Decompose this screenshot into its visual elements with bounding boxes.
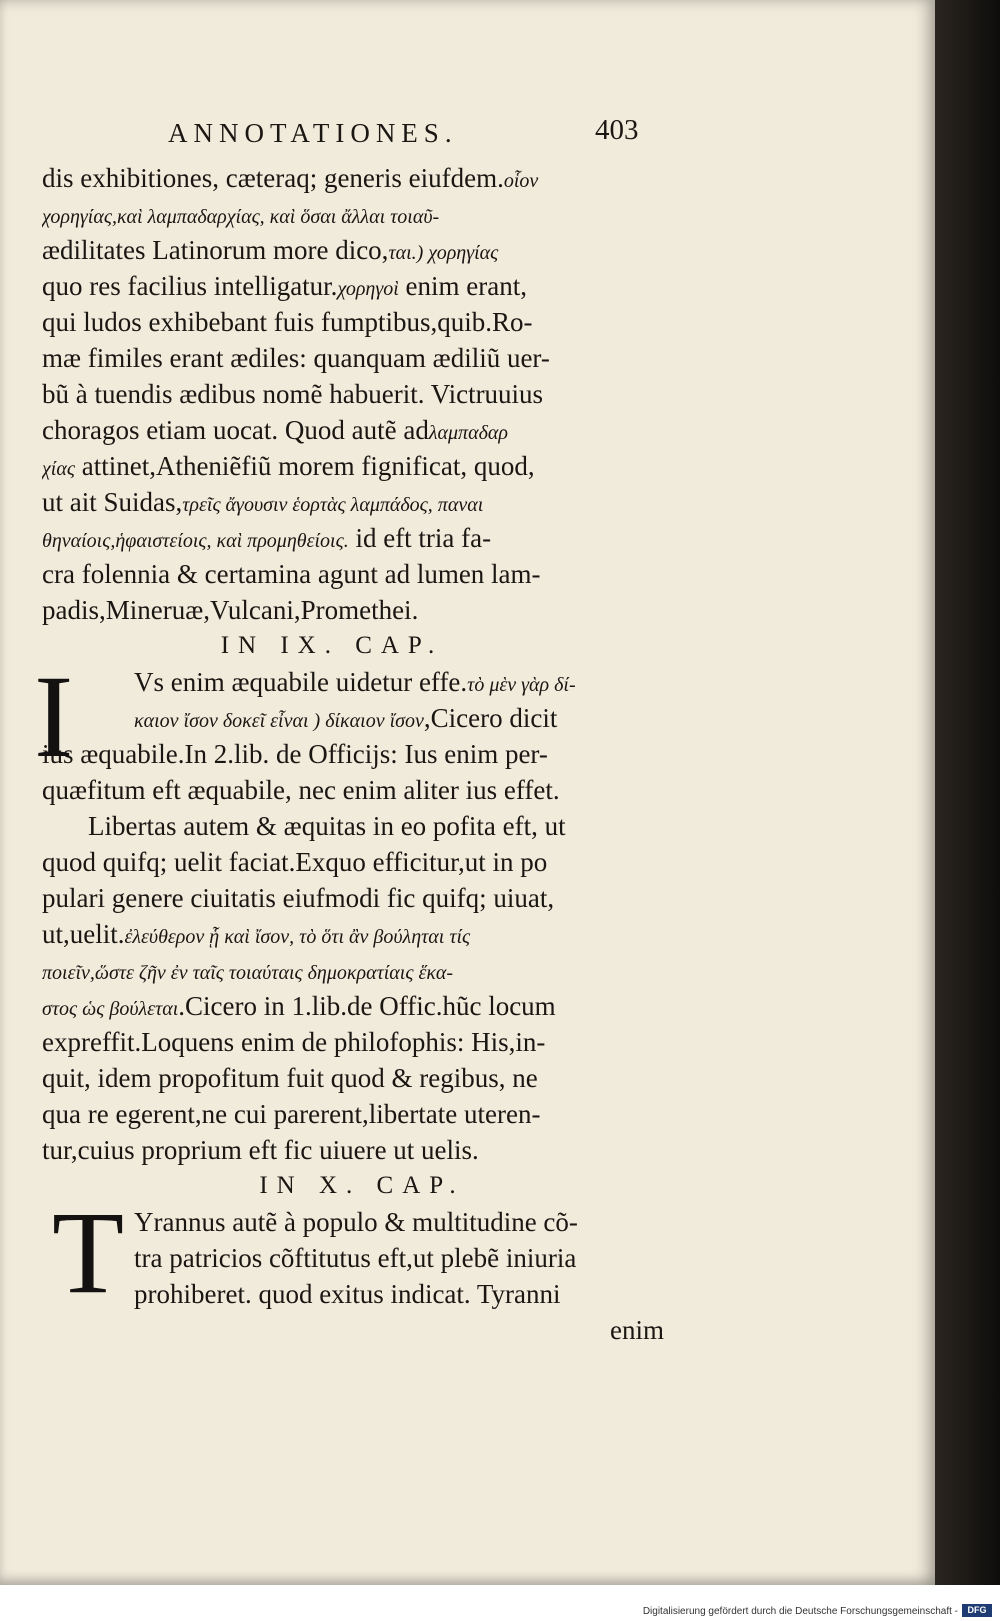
drop-capital-t: T: [52, 1187, 125, 1318]
text-line: [42, 664, 664, 700]
paragraph-chap-x: [42, 1187, 664, 1318]
latin-text: ædilitates Latinorum more dico,: [42, 235, 389, 265]
section-heading-ix: IN IX. CAP.: [220, 632, 444, 659]
catchword: enim: [610, 1315, 664, 1345]
greek-text: καιον ἴσον δοκεῖ εἶναι ) δίκαιον ἴσον: [134, 710, 424, 732]
text-line: [42, 952, 664, 988]
latin-text: bũ à tuendis ædibus nomẽ habuerit. Victruuius: [42, 379, 544, 409]
text-line: [42, 808, 664, 844]
text-line: [42, 1024, 664, 1060]
text-line: [42, 160, 664, 196]
text-line: [42, 232, 664, 268]
greek-text: ποιεῖν,ὥστε ζῆν ἐν ταῖς τοιαύταις δημοκρατίαις ἕκα-: [42, 962, 454, 984]
book-spine-edge: [935, 0, 1000, 1585]
greek-text: ἐλεύθερον ᾗ καὶ ἴσον, τὸ ὅτι ἂν βούληται τίς: [124, 926, 471, 948]
text-line: [42, 520, 664, 556]
text-line: [42, 448, 664, 484]
greek-text: οἷον: [503, 170, 539, 192]
text-line: prohiberet. quod exitus indicat. Tyranni: [134, 1279, 561, 1309]
latin-text: cra folennia & certamina agunt ad lumen lam-: [42, 559, 541, 589]
text-line: Yrannus autẽ à populo & multitudine cõ-: [134, 1207, 578, 1237]
text-line: [42, 340, 664, 376]
latin-text: ,Cicero dicit: [423, 703, 558, 733]
latin-text: quo res facilius intelligatur.: [42, 271, 338, 301]
greek-text: ται.) χορηγίας: [388, 242, 499, 264]
text-line: [42, 268, 664, 304]
greek-text: χίας: [42, 458, 75, 480]
greek-text: λαμπαδαρ: [428, 422, 508, 444]
text-block: [34, 160, 664, 1348]
latin-text: quit, idem propofitum fuit quod & regibus, ne: [42, 1063, 538, 1093]
latin-text: padis,Mineruæ,Vulcani,Promethei.: [42, 595, 419, 625]
latin-text: enim erant,: [398, 271, 527, 301]
text-line: [42, 772, 664, 808]
text-line: [42, 988, 664, 1024]
text-line: [42, 304, 664, 340]
latin-text: quæfitum eft æquabile, nec enim aliter ius effet.: [42, 775, 560, 805]
page-number: 403: [595, 114, 639, 146]
text-line: [42, 700, 664, 736]
greek-text: στος ὡς βούλεται: [42, 998, 179, 1020]
latin-text: dis exhibitiones, cæteraq; generis eiufdem.: [42, 163, 504, 193]
latin-text: attinet,Atheniẽfiũ morem fignificat, quod,: [74, 451, 535, 481]
latin-text: ius æquabile.In 2.lib. de Officijs: Ius enim per-: [42, 739, 548, 769]
paragraph-chap-viii: [42, 160, 664, 628]
text-line: [42, 484, 664, 520]
latin-text: Vs enim æquabile uidetur effe.: [134, 667, 468, 697]
drop-capital-i: I: [34, 651, 74, 782]
latin-text: qua re egerent,ne cui parerent,libertate uteren-: [42, 1099, 541, 1129]
latin-text: expreffit.Loquens enim de philofophis: His,in-: [42, 1027, 546, 1057]
latin-text: ut,uelit.: [42, 919, 125, 949]
latin-text: qui ludos exhibebant fuis fumptibus,quib.Ro-: [42, 307, 533, 337]
text-line: [42, 556, 664, 592]
running-head: ANNOTATIONES.: [168, 118, 458, 148]
text-line: [42, 736, 664, 772]
latin-text: quod quifq; uelit faciat.Exquo efficitur,ut in po: [42, 847, 548, 877]
greek-text: θηναίοις,ἡφαιστείοις, καὶ προμηθείοις.: [42, 530, 349, 552]
latin-text: ut ait Suidas,: [42, 487, 183, 517]
paragraph-chap-ix: [34, 651, 664, 1168]
text-line: [42, 880, 664, 916]
greek-text: τρεῖς ἄγουσιν ἑορτὰς λαμπάδος, παναι: [182, 494, 484, 516]
greek-text: χορηγίας,καὶ λαμπαδαρχίας, καὶ ὅσαι ἄλλαι τοιαῦ-: [42, 206, 440, 228]
latin-text: id eft tria fa-: [348, 523, 492, 553]
latin-text: tur,cuius proprium eft fic uiuere ut uelis.: [42, 1135, 479, 1165]
text-line: [42, 1132, 664, 1168]
footer-credit: Digitalisierung gefördert durch die Deutsche Forschungsgemeinschaft -: [642, 1606, 958, 1617]
latin-text: mæ fimiles erant ædiles: quanquam ædiliũ uer-: [42, 343, 550, 373]
text-line: tra patricios cõftitutus eft,ut plebẽ iniuria: [134, 1243, 577, 1273]
greek-text: χορηγοὶ: [337, 278, 399, 300]
latin-text: .Cicero in 1.lib.de Offic.hũc locum: [178, 991, 556, 1021]
greek-text: τὸ μὲν γὰρ δί-: [467, 674, 576, 696]
latin-text: Libertas autem & æquitas in eo pofita eft, ut: [88, 811, 566, 841]
latin-text: pulari genere ciuitatis eiufmodi fic quifq; uiuat,: [42, 883, 555, 913]
text-line: [42, 844, 664, 880]
latin-text: choragos etiam uocat. Quod autẽ ad: [42, 415, 429, 445]
text-line: [42, 1060, 664, 1096]
text-line: [42, 916, 664, 952]
section-heading-x: IN X. CAP.: [259, 1172, 465, 1199]
text-line: [42, 1096, 664, 1132]
text-line: [42, 196, 664, 232]
text-line: [42, 592, 664, 628]
text-line: [42, 376, 664, 412]
text-line: [42, 412, 664, 448]
dfg-logo: DFG: [962, 1604, 992, 1617]
